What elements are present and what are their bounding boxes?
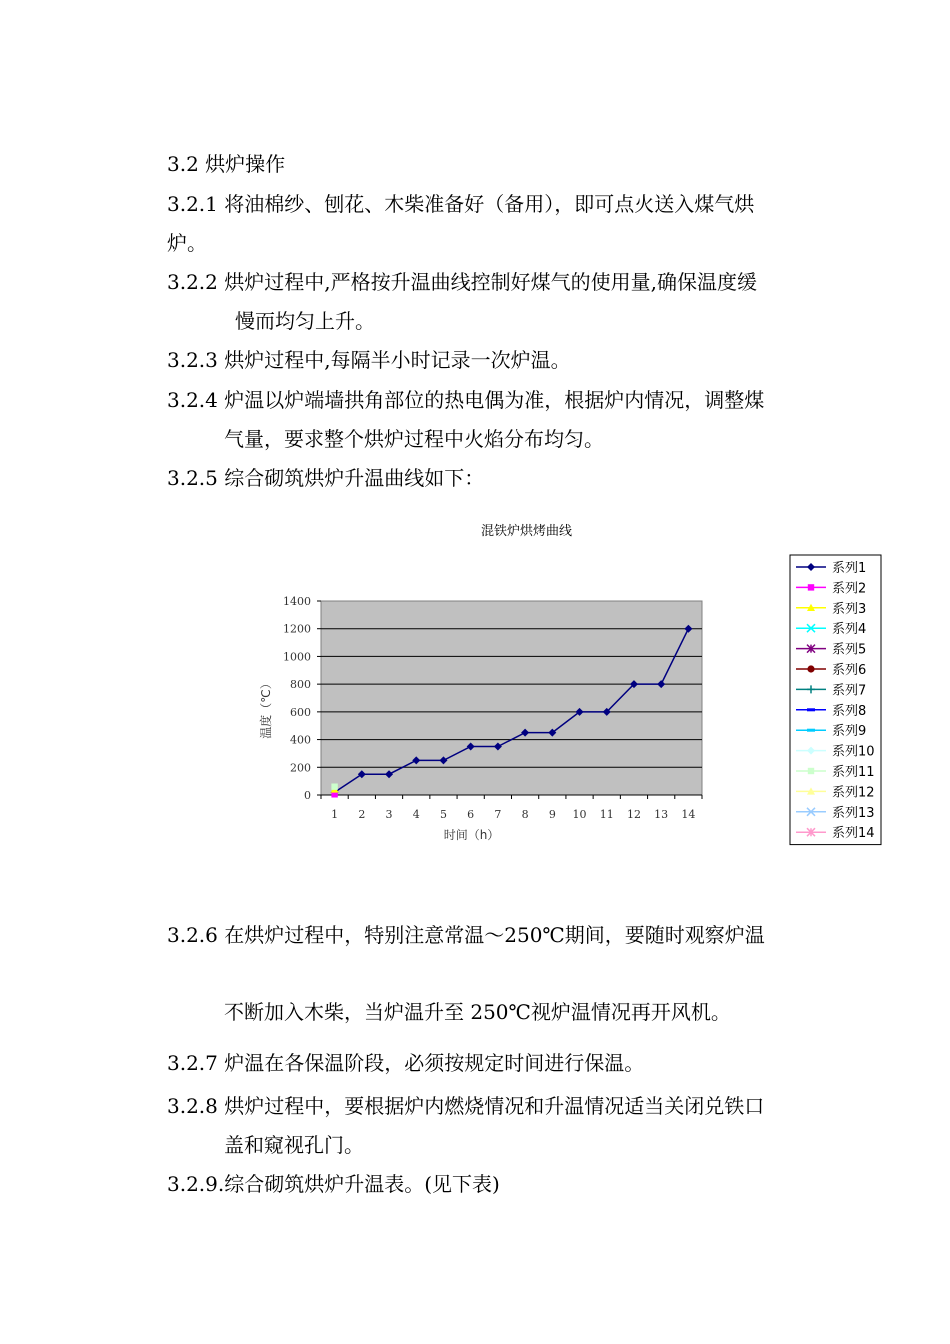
paragraph-3-2-2-cont: 慢而均匀上升。	[235, 309, 375, 333]
legend-label: 系列3	[832, 601, 867, 617]
section-heading: 3.2 烘炉操作	[167, 152, 286, 176]
x-tick-label: 5	[439, 808, 447, 821]
paragraph-3-2-4-cont: 气量，要求整个烘炉过程中火焰分布均匀。	[224, 427, 604, 451]
heating-curve-chart	[240, 510, 890, 850]
y-tick-label: 800	[290, 678, 311, 692]
legend-box	[790, 555, 881, 845]
chart-title: 混铁炉烘烤曲线	[480, 524, 573, 539]
x-tick-label: 9	[548, 808, 556, 821]
legend-label: 系列2	[832, 581, 867, 597]
paragraph-3-2-8: 3.2.8 烘炉过程中，要根据炉内燃烧情况和升温情况适当关闭兑铁口	[167, 1094, 765, 1118]
x-axis-label: 时间（h）	[443, 828, 500, 842]
paragraph-3-2-1-cont: 炉。	[167, 231, 207, 255]
legend-label: 系列14	[832, 826, 875, 842]
legend-label: 系列9	[832, 724, 867, 740]
y-tick-label: 400	[290, 733, 311, 747]
x-tick-label: 11	[599, 808, 614, 821]
x-tick-label: 8	[521, 808, 529, 821]
legend-marker	[807, 708, 815, 711]
y-axis-label: 温度（℃）	[259, 677, 273, 739]
paragraph-3-2-2: 3.2.2 烘炉过程中,严格按升温曲线控制好煤气的使用量,确保温度缓	[167, 270, 757, 294]
legend-label: 系列6	[832, 663, 867, 678]
x-tick-label: 6	[467, 808, 475, 821]
y-tick-label: 1200	[283, 622, 311, 636]
paragraph-3-2-5: 3.2.5 综合砌筑烘炉升温曲线如下：	[167, 466, 485, 490]
x-tick-label: 7	[494, 808, 502, 821]
y-tick-label: 200	[290, 761, 311, 775]
y-tick-label: 1400	[283, 595, 311, 608]
legend-marker	[807, 665, 814, 672]
x-tick-label: 12	[626, 808, 641, 821]
x-tick-label: 4	[412, 808, 420, 821]
x-tick-label: 10	[572, 808, 587, 821]
x-tick-label: 14	[681, 808, 696, 821]
paragraph-3-2-7: 3.2.7 炉温在各保温阶段，必须按规定时间进行保温。	[167, 1051, 645, 1075]
legend-marker	[808, 584, 814, 590]
paragraph-3-2-1: 3.2.1 将油棉纱、刨花、木柴准备好（备用），即可点火送入煤气烘	[167, 192, 755, 216]
legend-label: 系列7	[832, 683, 867, 699]
paragraph-3-2-3: 3.2.3 烘炉过程中,每隔半小时记录一次炉温。	[167, 348, 571, 372]
x-tick-label: 13	[654, 808, 669, 821]
paragraph-3-2-6: 3.2.6 在烘炉过程中，特别注意常温～250℃期间，要随时观察炉温	[167, 923, 765, 947]
y-tick-label: 1000	[283, 650, 311, 664]
paragraph-3-2-9: 3.2.9.综合砌筑烘炉升温表。(见下表)	[167, 1172, 500, 1196]
legend-label: 系列13	[832, 805, 875, 821]
y-tick-label: 600	[290, 705, 311, 719]
legend-label: 系列1	[832, 561, 867, 576]
paragraph-3-2-8-cont: 盖和窥视孔门。	[224, 1133, 364, 1157]
x-tick-label: 3	[385, 808, 393, 821]
y-tick-label: 0	[304, 789, 311, 802]
data-point	[331, 783, 337, 789]
paragraph-3-2-4: 3.2.4 炉温以炉端墙拱角部位的热电偶为准，根据炉内情况，调整煤	[167, 388, 765, 412]
legend-label: 系列12	[832, 785, 875, 801]
legend-label: 系列8	[832, 703, 867, 719]
legend-label: 系列4	[832, 622, 867, 638]
x-tick-label: 2	[358, 808, 366, 821]
legend-label: 系列5	[832, 642, 867, 658]
legend-label: 系列10	[832, 744, 875, 760]
plot-area	[321, 601, 702, 795]
legend-marker	[807, 729, 815, 732]
paragraph-3-2-6-cont: 不断加入木柴，当炉温升至 250℃视炉温情况再开风机。	[224, 1000, 731, 1024]
legend-label: 系列11	[832, 765, 875, 780]
x-tick-label: 1	[331, 808, 339, 821]
legend-marker	[808, 768, 814, 774]
